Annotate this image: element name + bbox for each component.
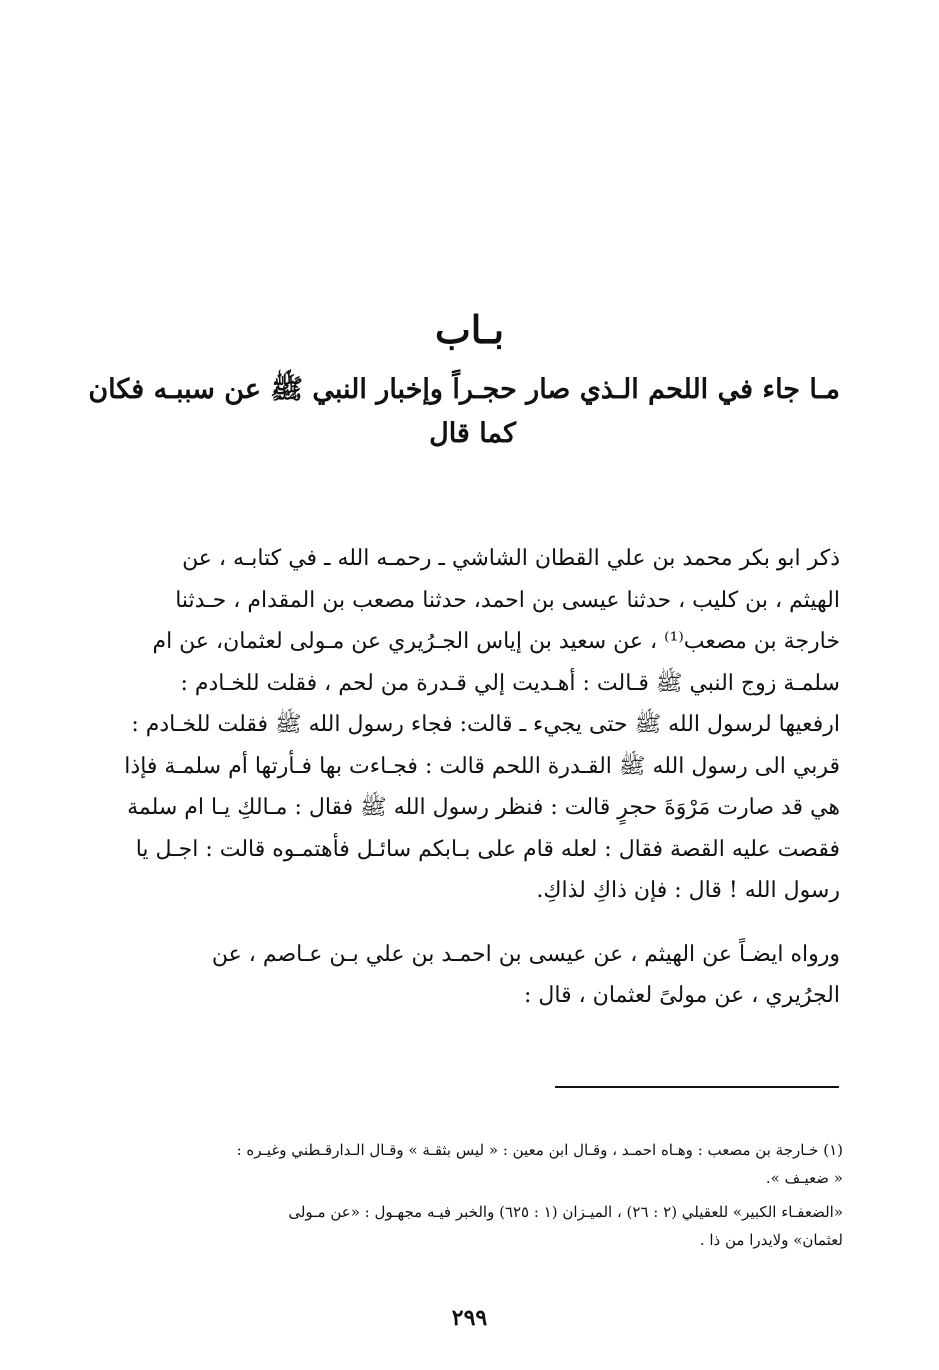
chapter-title-line: مـا جاء في اللحم الـذي صار حجـراً وإخبار النبي ﷺ عن سببـه فكان [88, 374, 840, 405]
footnote-line: لعثمان» ولايدرا من ذا . [699, 1231, 843, 1249]
paragraph [108, 934, 840, 1017]
footnotes [105, 1136, 843, 1254]
footnote [105, 1198, 843, 1254]
page-number: ٢٩٩ [451, 1305, 488, 1331]
text-line: ارفعيها لرسول الله ﷺ حتى يجيء ـ قالت: فجاء رسول الله ﷺ فقلت للخـادم : [131, 712, 840, 737]
chapter-title [88, 368, 840, 456]
chapter-title-line: كما قال [429, 418, 516, 449]
footnote-line: «الضعفـاء الكبير» للعقيلي (٢ : ٢٦) ، الميـزان (١ : ٦٢٥) والخبر فيـه مجهـول : «عن مـولى [288, 1203, 843, 1221]
footnote-line: (١) خـارجة بن مصعب : وهـاه احمـد ، وقـال ابن معين : « ليس بثقـة » وقـال الـدارقـطني وغيـره : [236, 1141, 843, 1159]
text-line: ذكر ابو بكر محمد بن علي القطان الشاشي ـ رحمـه الله ـ في كتابـه ، عن [182, 546, 840, 571]
text-line: قربي الى رسول الله ﷺ القـدرة اللحم قالت : فجـاءت بها فـأرتها أم سلمـة فإذا [124, 753, 840, 779]
text-line: سلمـة زوج النبي ﷺ قـالت : أهـديت إلي قـدرة من لحم ، فقلت للخـادم : [180, 670, 840, 696]
text-line: فقصت عليه القصة فقال : لعله قام على بـابكم سائـل فأهتمـوه قالت : اجـل يا [135, 836, 840, 862]
text-line: ورواه ايضـاً عن الهيثم ، عن عيسى بن احمـد بن علي بـن عـاصم ، عن [211, 941, 840, 967]
text-line: هي قد صارت مَرْوَةَ حجرٍ قالت : فنظر رسول الله ﷺ فقال : مـالكِ يـا ام سلمة [127, 795, 840, 820]
paragraph [108, 538, 840, 912]
text-line: الهيثم ، بن كليب ، حدثنا عيسى بن احمد، حدثنا مصعب بن المقدام ، حـدثنا [175, 587, 840, 613]
text-line: رسول الله ! قال : فإن ذاكِ لذاكِ. [536, 878, 840, 903]
footnote-separator [555, 1086, 839, 1088]
text-line: خارجة بن مصعب⁽¹⁾ ، عن سعيد بن إياس الجـرُيري عن مـولى لعثمان، عن ام [152, 629, 840, 654]
footnote-line: « ضعيـف ». [765, 1169, 843, 1187]
chapter-label: بـاب [434, 307, 505, 352]
text-line: الجرُيري ، عن مولىً لعثمان ، قال : [523, 983, 840, 1008]
footnote [105, 1136, 843, 1192]
main-text [108, 538, 840, 1017]
paragraph-gap [108, 912, 840, 934]
